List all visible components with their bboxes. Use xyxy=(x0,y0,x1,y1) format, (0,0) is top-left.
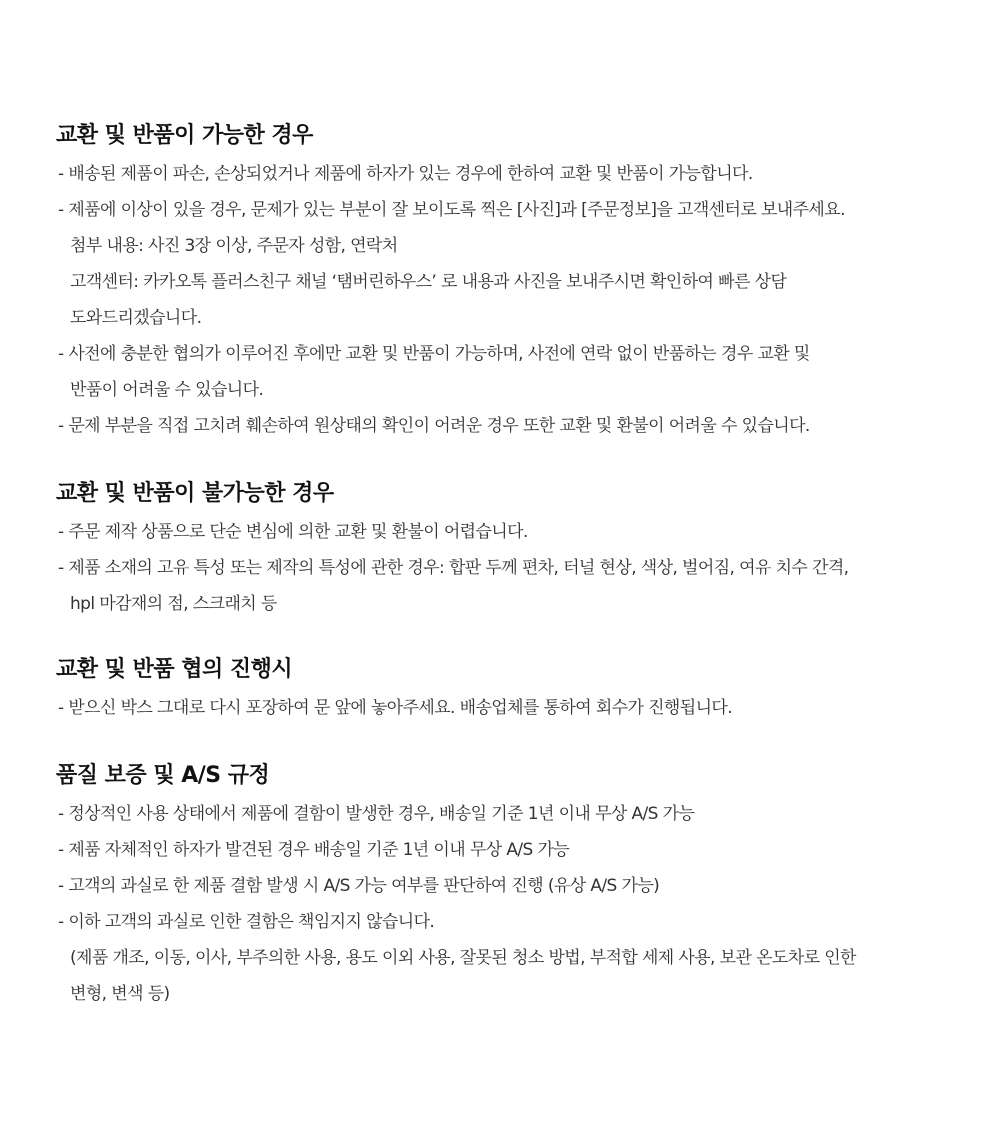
section-title: 품질 보증 및 A/S 규정 xyxy=(56,763,270,788)
policy-line: - 주문 제작 상품으로 단순 변심에 의한 교환 및 환불이 어렵습니다. xyxy=(58,522,528,542)
section-exchange-possible xyxy=(56,118,944,444)
policy-line: (제품 개조, 이동, 이사, 부주의한 사용, 용도 이외 사용, 잘못된 청소 방법, 부적합 세제 사용, 보관 온도차로 인한 xyxy=(70,948,856,968)
policy-line: 반품이 어려울 수 있습니다. xyxy=(70,380,264,400)
policy-line: - 정상적인 사용 상태에서 제품에 결함이 발생한 경우, 배송일 기준 1년 이내 무상 A/S 가능 xyxy=(58,804,695,824)
policy-line: - 사전에 충분한 협의가 이루어진 후에만 교환 및 반품이 가능하며, 사전에 연락 없이 반품하는 경우 교환 및 xyxy=(58,344,810,364)
policy-line: - 고객의 과실로 한 제품 결함 발생 시 A/S 가능 여부를 판단하여 진행 (유상 A/S 가능) xyxy=(58,876,660,896)
section-exchange-process xyxy=(56,652,944,726)
policy-line: - 이하 고객의 과실로 인한 결함은 책임지지 않습니다. xyxy=(58,912,435,932)
section-exchange-impossible xyxy=(56,476,944,622)
policy-line: - 제품 자체적인 하자가 발견된 경우 배송일 기준 1년 이내 무상 A/S 가능 xyxy=(58,840,570,860)
policy-line: - 문제 부분을 직접 고치려 훼손하여 원상태의 확인이 어려운 경우 또한 교환 및 환불이 어려울 수 있습니다. xyxy=(58,416,810,436)
policy-line: - 배송된 제품이 파손, 손상되었거나 제품에 하자가 있는 경우에 한하여 교환 및 반품이 가능합니다. xyxy=(58,164,753,184)
policy-line: 첨부 내용: 사진 3장 이상, 주문자 성함, 연락처 xyxy=(70,236,398,256)
policy-line: 도와드리겠습니다. xyxy=(70,308,202,328)
policy-line: 변형, 변색 등) xyxy=(70,984,170,1004)
policy-line: - 제품에 이상이 있을 경우, 문제가 있는 부분이 잘 보이도록 찍은 [사진]과 [주문정보]을 고객센터로 보내주세요. xyxy=(58,200,845,220)
policy-line: - 제품 소재의 고유 특성 또는 제작의 특성에 관한 경우: 합판 두께 편차, 터널 현상, 색상, 벌어짐, 여유 치수 간격, xyxy=(58,558,849,578)
section-title: 교환 및 반품이 불가능한 경우 xyxy=(56,481,334,506)
section-quality-warranty xyxy=(56,758,944,1012)
section-title: 교환 및 반품이 가능한 경우 xyxy=(56,123,313,148)
policy-line: hpl 마감재의 점, 스크래치 등 xyxy=(70,594,277,614)
policy-line: - 받으신 박스 그대로 다시 포장하여 문 앞에 놓아주세요. 배송업체를 통하여 회수가 진행됩니다. xyxy=(58,698,733,718)
policy-line: 고객센터: 카카오톡 플러스친구 채널 ‘탬버린하우스’ 로 내용과 사진을 보내주시면 확인하여 빠른 상담 xyxy=(70,272,787,292)
section-title: 교환 및 반품 협의 진행시 xyxy=(56,657,293,682)
